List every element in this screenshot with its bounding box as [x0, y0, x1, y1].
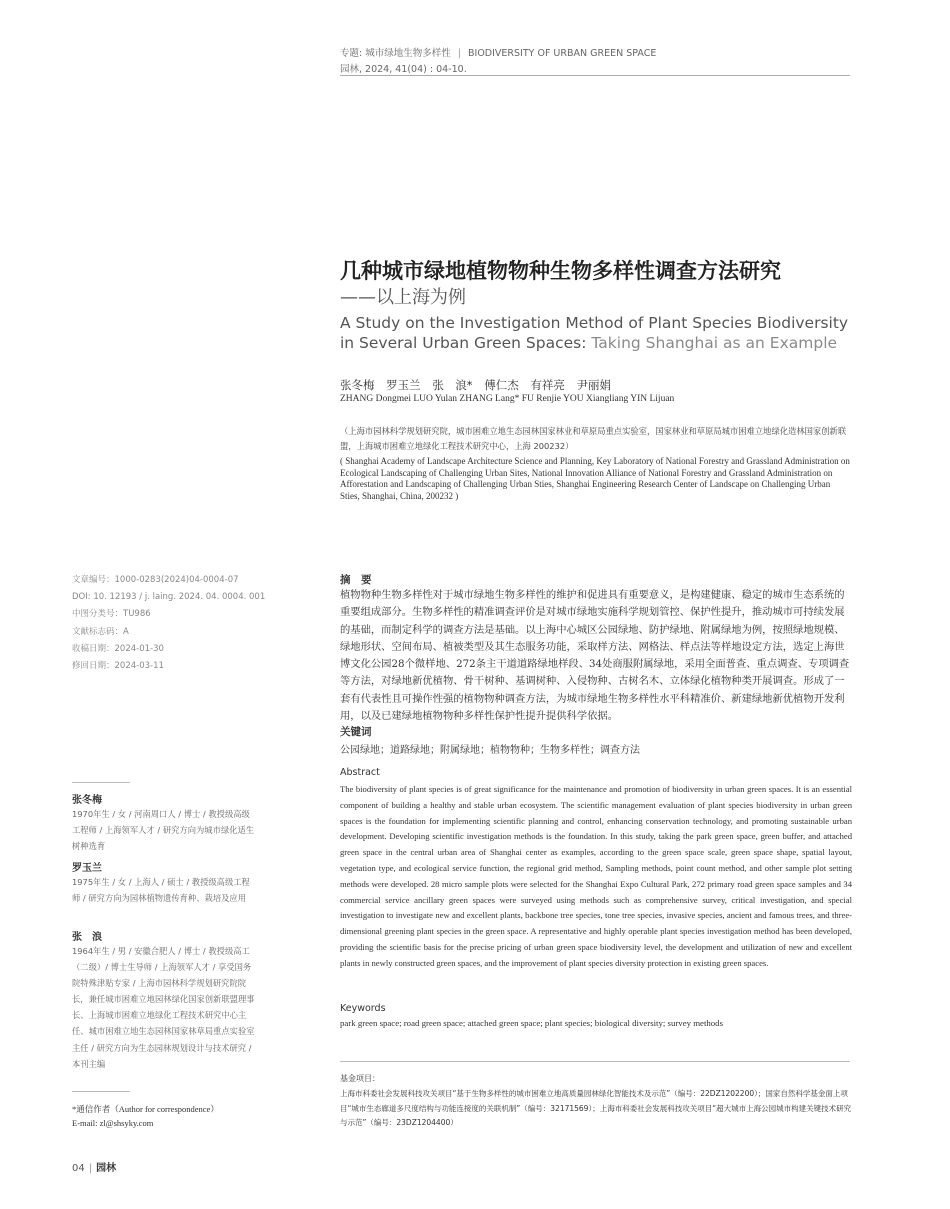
correspondence-label: *通信作者（Author for correspondence） — [72, 1104, 219, 1114]
abstract-heading-cn: 摘 要 — [340, 574, 372, 586]
header-topic-en: BIODIVERSITY OF URBAN GREEN SPACE — [468, 48, 657, 59]
funding-text: 上海市科委社会发展科技攻关项目“基于生物多样性的城市困难立地高质量园林绿化智能技术及示范”（编号：22DZ1202200）；国家自然科学基金面上项目“城市生态廊道多尺度结构与功能连接度的关联机制”（编号：32171569）；上海市科委社会发展科技攻关项目“超大城市上海公园城市构建关键技术研究与示范”（编号：23DZ1204400） — [340, 1089, 852, 1127]
meta-row — [72, 641, 262, 658]
journal-logo: 园林 — [96, 1163, 117, 1174]
meta-value: 2024-01-30 — [114, 643, 164, 654]
authors-cn — [340, 377, 611, 393]
author-bio — [72, 928, 257, 1072]
bio-name: 张冬梅 — [72, 795, 102, 806]
meta-row — [72, 624, 262, 641]
authors-en: ZHANG Dongmei LUO Yulan ZHANG Lang* FU Renjie YOU Xiangliang YIN Lijuan — [340, 394, 675, 404]
title-cn: 几种城市绿地植物物种生物多样性调查方法研究 — [340, 259, 781, 283]
title-en-sub: Taking Shanghai as an Example — [591, 334, 838, 352]
meta-label: 收稿日期： — [72, 643, 115, 654]
meta-value: 1000-0283(2024)04-0004-07 — [114, 575, 239, 585]
keywords-heading-en: Keywords — [340, 1003, 386, 1014]
page-footer: 04 | 园林 — [72, 1163, 117, 1174]
running-header: 专题: 城市绿地生物多样性 | BIODIVERSITY OF URBAN GREEN SPACE — [340, 48, 657, 59]
meta-label: DOI: — [72, 592, 94, 603]
author-bio — [72, 859, 257, 906]
meta-label: 文章编号： — [72, 575, 115, 585]
author-cn: 尹丽娟 — [576, 378, 612, 392]
author-cn: 罗玉兰 — [386, 378, 421, 392]
correspondence-email: E-mail: zl@shsyky.com — [72, 1118, 154, 1128]
meta-value: A — [123, 626, 129, 637]
meta-value: 10. 12193 / j. laing. 2024. 04. 0004. 001 — [93, 592, 266, 603]
meta-row — [72, 606, 262, 623]
author-bio — [72, 791, 257, 854]
author-cn: 张冬梅 — [340, 378, 375, 392]
affiliation-cn: （上海市园林科学规划研究院，城市困难立地生态园林国家林业和草原局重点实验室，国家林业和草原局城市困难立地绿化造林国家创新联盟，上海城市困难立地绿化工程技术研究中心，上海 200232） — [340, 426, 847, 451]
meta-row — [72, 589, 266, 606]
keywords-en: park green space; road green space; attached green space; plant species; biological diversity; survey methods — [340, 1018, 724, 1028]
author-cn: 傅仁杰 — [484, 378, 519, 392]
meta-value: TU986 — [123, 609, 151, 620]
bio-text: 1970年生 / 女 / 河南周口人 / 博士 / 教授级高级工程师 / 上海领军人才 / 研究方向为城市绿化适生树种选育 — [72, 809, 255, 852]
bio-divider — [72, 1091, 130, 1092]
meta-row — [72, 572, 262, 589]
bio-divider — [72, 782, 130, 783]
subtitle-cn: ——以上海为例 — [340, 287, 466, 308]
abstract-heading-en: Abstract — [340, 767, 380, 778]
keywords-cn: 公园绿地；道路绿地；附属绿地；植物物种；生物多样性；调查方法 — [340, 745, 640, 756]
page-number: 04 — [72, 1163, 85, 1174]
affiliation-en: ( Shanghai Academy of Landscape Architecture Science and Planning, Key Laboratory of National Forestry and Grassland Administration on Ecological Landscaping of Challenging Urban Sites, National Innovation Alliance of National Forestry and Grassland Administration on Afforestation and Landscaping of Challenging Urban Sties, Shanghai Engineering Research Center of Landscape on Challenging Urban Sties, Shanghai, China, 200232 ) — [340, 456, 850, 501]
header-topic: 专题: 城市绿地生物多样性 — [340, 48, 451, 59]
abstract-text-en: The biodiversity of plant species is of great significance for the maintenance and promotion of biodiversity in urban green spaces. It is an essential component of building a healthy and stable urban ecosystem. The scientific management evaluation of plant species biodiversity in urban green spaces is the foundation for implementing scientific planning and control, enhancing conservation technology, and promoting sustainable urban development. Developing scientific investigation methods is the foundation. In this study, taking the park green space, green buffer, and attached green space in the central urban area of Shanghai center as examples, according to the green space scale, green space shape, spatial layout, vegetation type, and ecological service function, the regional grid method, Sampling methods, point count method, and other sample plot setting methods were developed. 28 micro sample plots were selected for the Shanghai Expo Cultural Park, 272 primary road green space samples and 34 commercial service ancillary green spaces were surveyed using methods such as comprehensive survey, critical investigation, and special investigation to investigate new and excellent plants, backbone tree species, tone tree species, invasive species, ancient and famous trees, and three-dimensional greening plant species in the green space. A representative and highly operable plant species investigation method has been developed, providing the scientific basis for the precise pricing of urban green space biodiversity level, the development and utilization of new and excellent plants in newly constructed green spaces, and the improvement of plant species diversity protection in existing green spaces. — [340, 784, 852, 968]
meta-label: 修回日期： — [72, 660, 115, 671]
meta-row — [72, 658, 262, 675]
funding-divider — [340, 1061, 850, 1062]
article-meta — [72, 572, 266, 675]
meta-value: 2024-03-11 — [114, 660, 164, 671]
bio-text: 1964年生 / 男 / 安徽合肥人 / 博士 / 教授级高工（二级）/ 博士生导师 / 上海领军人才 / 享受国务院特殊津贴专家 / 上海市园林科学规划研究院院长，兼任城市困难立地园林绿化国家创新联盟理事长、上海城市困难立地绿化工程技术研究中心主任、城市困难立地生态园林国家林草局重点实验室主任 / 研究方向为生态园林规划设计与技术研究 / 本刊主编 — [72, 946, 255, 1069]
keywords-heading-cn: 关键词 — [340, 726, 372, 738]
title-en-main: A Study on the Investigation Method of Plant Species Biodiversity in Several Urban Green Spaces: — [340, 314, 849, 352]
header-divider — [340, 75, 850, 76]
meta-label: 文献标志码： — [72, 626, 124, 637]
bio-text: 1975年生 / 女 / 上海人 / 硕士 / 教授级高级工程师 / 研究方向为园林植物遗传育种、栽培及应用 — [72, 877, 250, 904]
bio-name: 张 浪 — [72, 932, 102, 943]
author-cn: 张 浪* — [432, 378, 473, 392]
abstract-text-cn: 植物物种生物多样性对于城市绿地生物多样性的维护和促进具有重要意义，是构建健康、稳定的城市生态系统的重要组成部分。生物多样性的精准调查评价是对城市绿地实施科学规划管控、保护性提升，推动城市可持续发展的基础，而制定科学的调查方法是基础。以上海中心城区公园绿地、防护绿地、附属绿地为例，按照绿地规模、绿地形状、空间布局、植被类型及其生态服务功能，采取样方法、网格法、样点法等样地设定方法，选定上海世博文化公园28个微样地、272条主干道道路绿地样段、34处商服附属绿地，采用全面普查、重点调查、专项调查等方法，对绿地新优植物、骨干树种、基调树种、入侵物种、古树名木、立体绿化植物种类开展调查。形成了一套有代表性且可操作性强的植物物种调查方法，为城市绿地生物多样性水平科精准价、新建绿地新优植物开发利用，以及已建绿地植物物种多样性保护性提升提供科学依据。 — [340, 589, 850, 723]
funding-heading: 基金项目： — [340, 1074, 380, 1083]
author-cn: 有祥亮 — [530, 378, 565, 392]
header-citation: 园林, 2024, 41(04) : 04-10. — [340, 64, 467, 75]
title-en — [340, 313, 855, 353]
meta-label: 中图分类号： — [72, 609, 124, 620]
correspondence — [72, 1102, 219, 1130]
bio-name: 罗玉兰 — [72, 863, 102, 874]
